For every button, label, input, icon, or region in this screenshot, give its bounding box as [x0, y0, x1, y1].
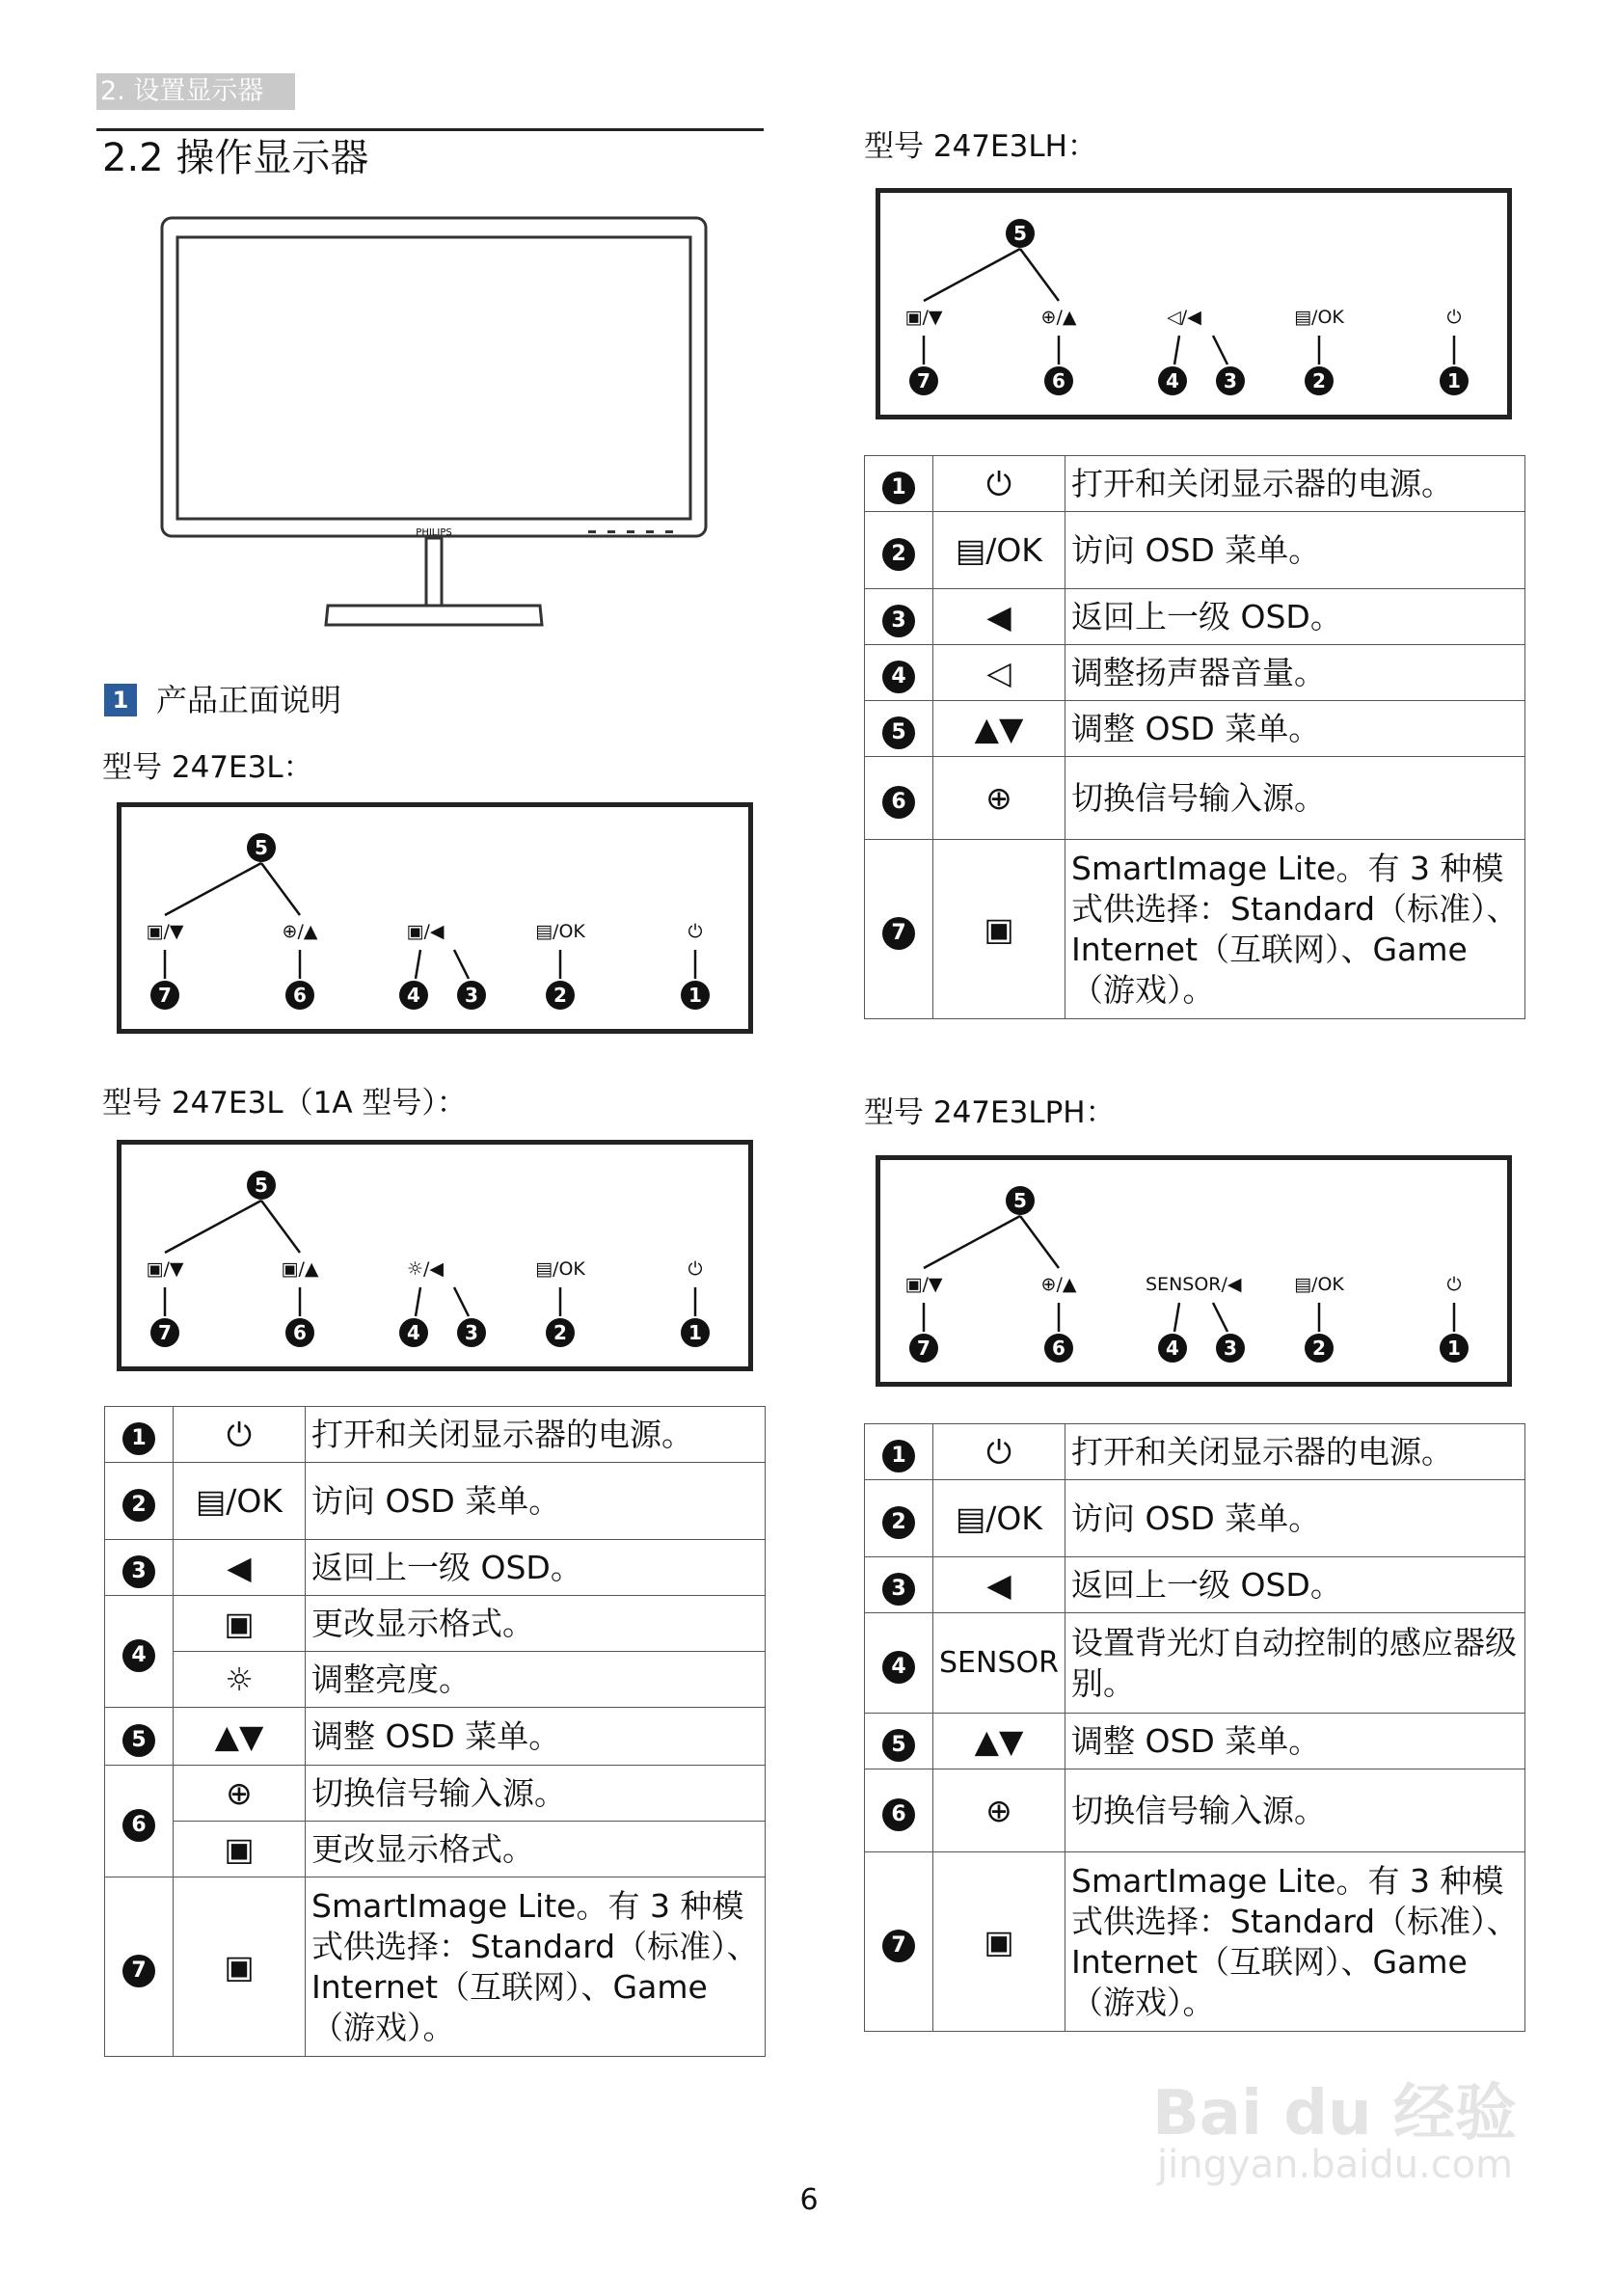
subsection-badge: 1 [104, 684, 137, 716]
callout-number-4: 4 [1158, 1334, 1187, 1363]
smartimage-down-button: ▣/▼ [146, 1258, 184, 1280]
callout-number-7: 7 [150, 1318, 179, 1347]
callout-number-1: 1 [1440, 366, 1469, 395]
smartimage-icon: ▣ [933, 840, 1065, 1019]
callout-number-5: 5 [247, 1171, 276, 1200]
row-number: 1 [122, 1422, 155, 1455]
button-panel-247e3lph [876, 1155, 1512, 1387]
panel-leader-lines [880, 1160, 1507, 1382]
callout-number-2: 2 [546, 1318, 575, 1347]
function-table-247e3l [104, 1406, 766, 2057]
callout-number-4: 4 [399, 1318, 428, 1347]
back-arrow-icon: ◀ [174, 1540, 306, 1596]
input-source-icon: ⊕ [174, 1766, 306, 1822]
power-button: ⏻ [688, 921, 703, 942]
back-arrow-icon: ◀ [933, 589, 1065, 645]
function-table-247e3lph [864, 1423, 1525, 2032]
row-number: 1 [882, 472, 915, 504]
row-description: 打开和关闭显示器的电源。 [1065, 456, 1525, 512]
row-description: SmartImage Lite。有 3 种模式供选择：Standard（标准）、Internet（互联网）、Game（游戏）。 [1065, 1852, 1525, 2032]
row-description: 切换信号输入源。 [1065, 1769, 1525, 1852]
callout-number-3: 3 [1216, 366, 1245, 395]
format-icon: ▣ [174, 1596, 306, 1652]
menu-ok-icon: ▤/OK [933, 512, 1065, 589]
speaker-icon: ◁ [933, 645, 1065, 701]
row-description: SmartImage Lite。有 3 种模式供选择：Standard（标准）、Internet（互联网）、Game（游戏）。 [306, 1877, 766, 2057]
callout-number-5: 5 [1006, 219, 1035, 248]
row-description: 调整 OSD 菜单。 [1065, 1714, 1525, 1769]
back-arrow-icon: ◀ [933, 1557, 1065, 1613]
menu-ok-icon: ▤/OK [933, 1480, 1065, 1557]
callout-number-6: 6 [285, 1318, 314, 1347]
model-label-247e3l-1a: 型号 247E3L（1A 型号）： [102, 1086, 467, 1121]
power-icon: ⏻ [933, 1424, 1065, 1480]
callout-number-1: 1 [681, 1318, 710, 1347]
menu-ok-button: ▤/OK [535, 1258, 585, 1280]
row-description: 返回上一级 OSD。 [306, 1540, 766, 1596]
row-number: 7 [122, 1955, 155, 1987]
row-number: 4 [122, 1639, 155, 1672]
function-table-247e3lh [864, 455, 1525, 1019]
panel-leader-lines [121, 1145, 748, 1366]
leader-line [1020, 1216, 1059, 1268]
row-number: 6 [882, 1798, 915, 1831]
button-panel-247e3l-1a [117, 1140, 753, 1371]
sensor-icon: SENSOR [933, 1613, 1065, 1714]
callout-number-6: 6 [285, 981, 314, 1010]
watermark-url: jingyan.baidu.com [1157, 2143, 1514, 2187]
leader-line [1174, 336, 1179, 365]
input-up-button: ⊕/▲ [282, 921, 318, 942]
up-down-arrows-icon: ▲▼ [174, 1708, 306, 1766]
row-description: 打开和关闭显示器的电源。 [306, 1407, 766, 1463]
callout-number-6: 6 [1044, 1334, 1073, 1363]
format-icon: ▣ [174, 1822, 306, 1877]
callout-number-2: 2 [546, 981, 575, 1010]
power-button: ⏻ [1446, 1274, 1462, 1295]
smartimage-icon: ▣ [174, 1877, 306, 2057]
callout-number-3: 3 [457, 1318, 486, 1347]
row-number: 2 [122, 1489, 155, 1522]
menu-ok-button: ▤/OK [535, 921, 585, 942]
row-description: 访问 OSD 菜单。 [1065, 1480, 1525, 1557]
row-description: 访问 OSD 菜单。 [1065, 512, 1525, 589]
section-title: 2.2 操作显示器 [102, 136, 369, 180]
row-number: 6 [882, 786, 915, 819]
row-number: 7 [882, 1930, 915, 1962]
model-label-247e3l: 型号 247E3L： [102, 750, 313, 785]
menu-ok-icon: ▤/OK [174, 1463, 306, 1540]
leader-line [1174, 1303, 1179, 1332]
row-description: 访问 OSD 菜单。 [306, 1463, 766, 1540]
row-description: 调整 OSD 菜单。 [306, 1708, 766, 1766]
leader-line [924, 1216, 1020, 1268]
callout-number-7: 7 [909, 366, 938, 395]
button-panel-247e3l [117, 802, 753, 1034]
row-description: 调整扬声器音量。 [1065, 645, 1525, 701]
panel-leader-lines [880, 193, 1507, 415]
format-back-button: SENSOR/◀ [1146, 1274, 1242, 1295]
row-description: SmartImage Lite。有 3 种模式供选择：Standard（标准）、Internet（互联网）、Game（游戏）。 [1065, 840, 1525, 1019]
power-icon: ⏻ [933, 456, 1065, 512]
row-number: 3 [122, 1555, 155, 1588]
leader-line [261, 1201, 300, 1253]
row-description: 调整亮度。 [306, 1652, 766, 1708]
callout-number-2: 2 [1305, 366, 1334, 395]
leader-line [454, 1287, 469, 1316]
menu-ok-button: ▤/OK [1294, 1274, 1344, 1295]
callout-number-7: 7 [909, 1334, 938, 1363]
row-number: 4 [882, 1651, 915, 1684]
leader-line [1213, 336, 1227, 365]
leader-line [165, 863, 261, 915]
smartimage-down-button: ▣/▼ [904, 307, 943, 328]
row-description: 更改显示格式。 [306, 1822, 766, 1877]
menu-ok-button: ▤/OK [1294, 307, 1344, 328]
leader-line [165, 1201, 261, 1253]
row-description: 返回上一级 OSD。 [1065, 589, 1525, 645]
leader-line [454, 950, 469, 979]
callout-number-4: 4 [399, 981, 428, 1010]
subsection-title: 产品正面说明 [156, 682, 342, 718]
row-description: 打开和关闭显示器的电源。 [1065, 1424, 1525, 1480]
page-number: 6 [799, 2183, 819, 2217]
leader-line [416, 1287, 420, 1316]
row-number: 3 [882, 1573, 915, 1606]
leader-line [924, 249, 1020, 301]
row-number: 5 [122, 1724, 155, 1757]
model-label-247e3lh: 型号 247E3LH： [864, 129, 1097, 164]
row-number: 2 [882, 1506, 915, 1539]
button-panel-247e3lh [876, 188, 1512, 419]
leader-line [416, 950, 420, 979]
power-button: ⏻ [1446, 307, 1462, 328]
callout-number-6: 6 [1044, 366, 1073, 395]
monitor-illustration [154, 214, 714, 638]
panel-leader-lines [121, 807, 748, 1029]
row-description: 切换信号输入源。 [306, 1766, 766, 1822]
row-number: 6 [122, 1809, 155, 1842]
input-source-icon: ⊕ [933, 757, 1065, 840]
input-up-button: ⊕/▲ [1040, 1274, 1077, 1295]
up-down-arrows-icon: ▲▼ [933, 701, 1065, 757]
callout-number-3: 3 [1216, 1334, 1245, 1363]
row-description: 调整 OSD 菜单。 [1065, 701, 1525, 757]
row-description: 更改显示格式。 [306, 1596, 766, 1652]
smartimage-down-button: ▣/▼ [146, 921, 184, 942]
callout-number-5: 5 [1006, 1186, 1035, 1215]
smartimage-icon: ▣ [933, 1852, 1065, 2032]
format-back-button: ◁/◀ [1167, 307, 1201, 328]
callout-number-7: 7 [150, 981, 179, 1010]
row-number: 7 [882, 917, 915, 950]
model-label-247e3lph: 型号 247E3LPH： [864, 1095, 1116, 1130]
row-number: 5 [882, 1729, 915, 1762]
callout-number-1: 1 [681, 981, 710, 1010]
row-number: 3 [882, 605, 915, 637]
leader-line [1020, 249, 1059, 301]
leader-line [261, 863, 300, 915]
row-number: 5 [882, 716, 915, 749]
monitor-brand: PHILIPS [416, 527, 452, 538]
callout-number-5: 5 [247, 833, 276, 862]
row-number: 4 [882, 661, 915, 693]
format-back-button: ☼/◀ [406, 1258, 445, 1280]
input-up-button: ▣/▲ [281, 1258, 319, 1280]
input-up-button: ⊕/▲ [1040, 307, 1077, 328]
watermark-brand: Bai du 经验 [1152, 2078, 1517, 2149]
row-description: 返回上一级 OSD。 [1065, 1557, 1525, 1613]
format-back-button: ▣/◀ [406, 921, 445, 942]
up-down-arrows-icon: ▲▼ [933, 1714, 1065, 1769]
callout-number-3: 3 [457, 981, 486, 1010]
row-description: 切换信号输入源。 [1065, 757, 1525, 840]
callout-number-4: 4 [1158, 366, 1187, 395]
chapter-tag: 2. 设置显示器 [96, 73, 295, 110]
leader-line [1213, 1303, 1227, 1332]
power-icon: ⏻ [174, 1407, 306, 1463]
smartimage-down-button: ▣/▼ [904, 1274, 943, 1295]
input-source-icon: ⊕ [933, 1769, 1065, 1852]
brightness-icon: ☼ [174, 1652, 306, 1708]
row-description: 设置背光灯自动控制的感应器级别。 [1065, 1613, 1525, 1714]
row-number: 2 [882, 538, 915, 571]
callout-number-1: 1 [1440, 1334, 1469, 1363]
power-button: ⏻ [688, 1258, 703, 1280]
callout-number-2: 2 [1305, 1334, 1334, 1363]
row-number: 1 [882, 1440, 915, 1472]
